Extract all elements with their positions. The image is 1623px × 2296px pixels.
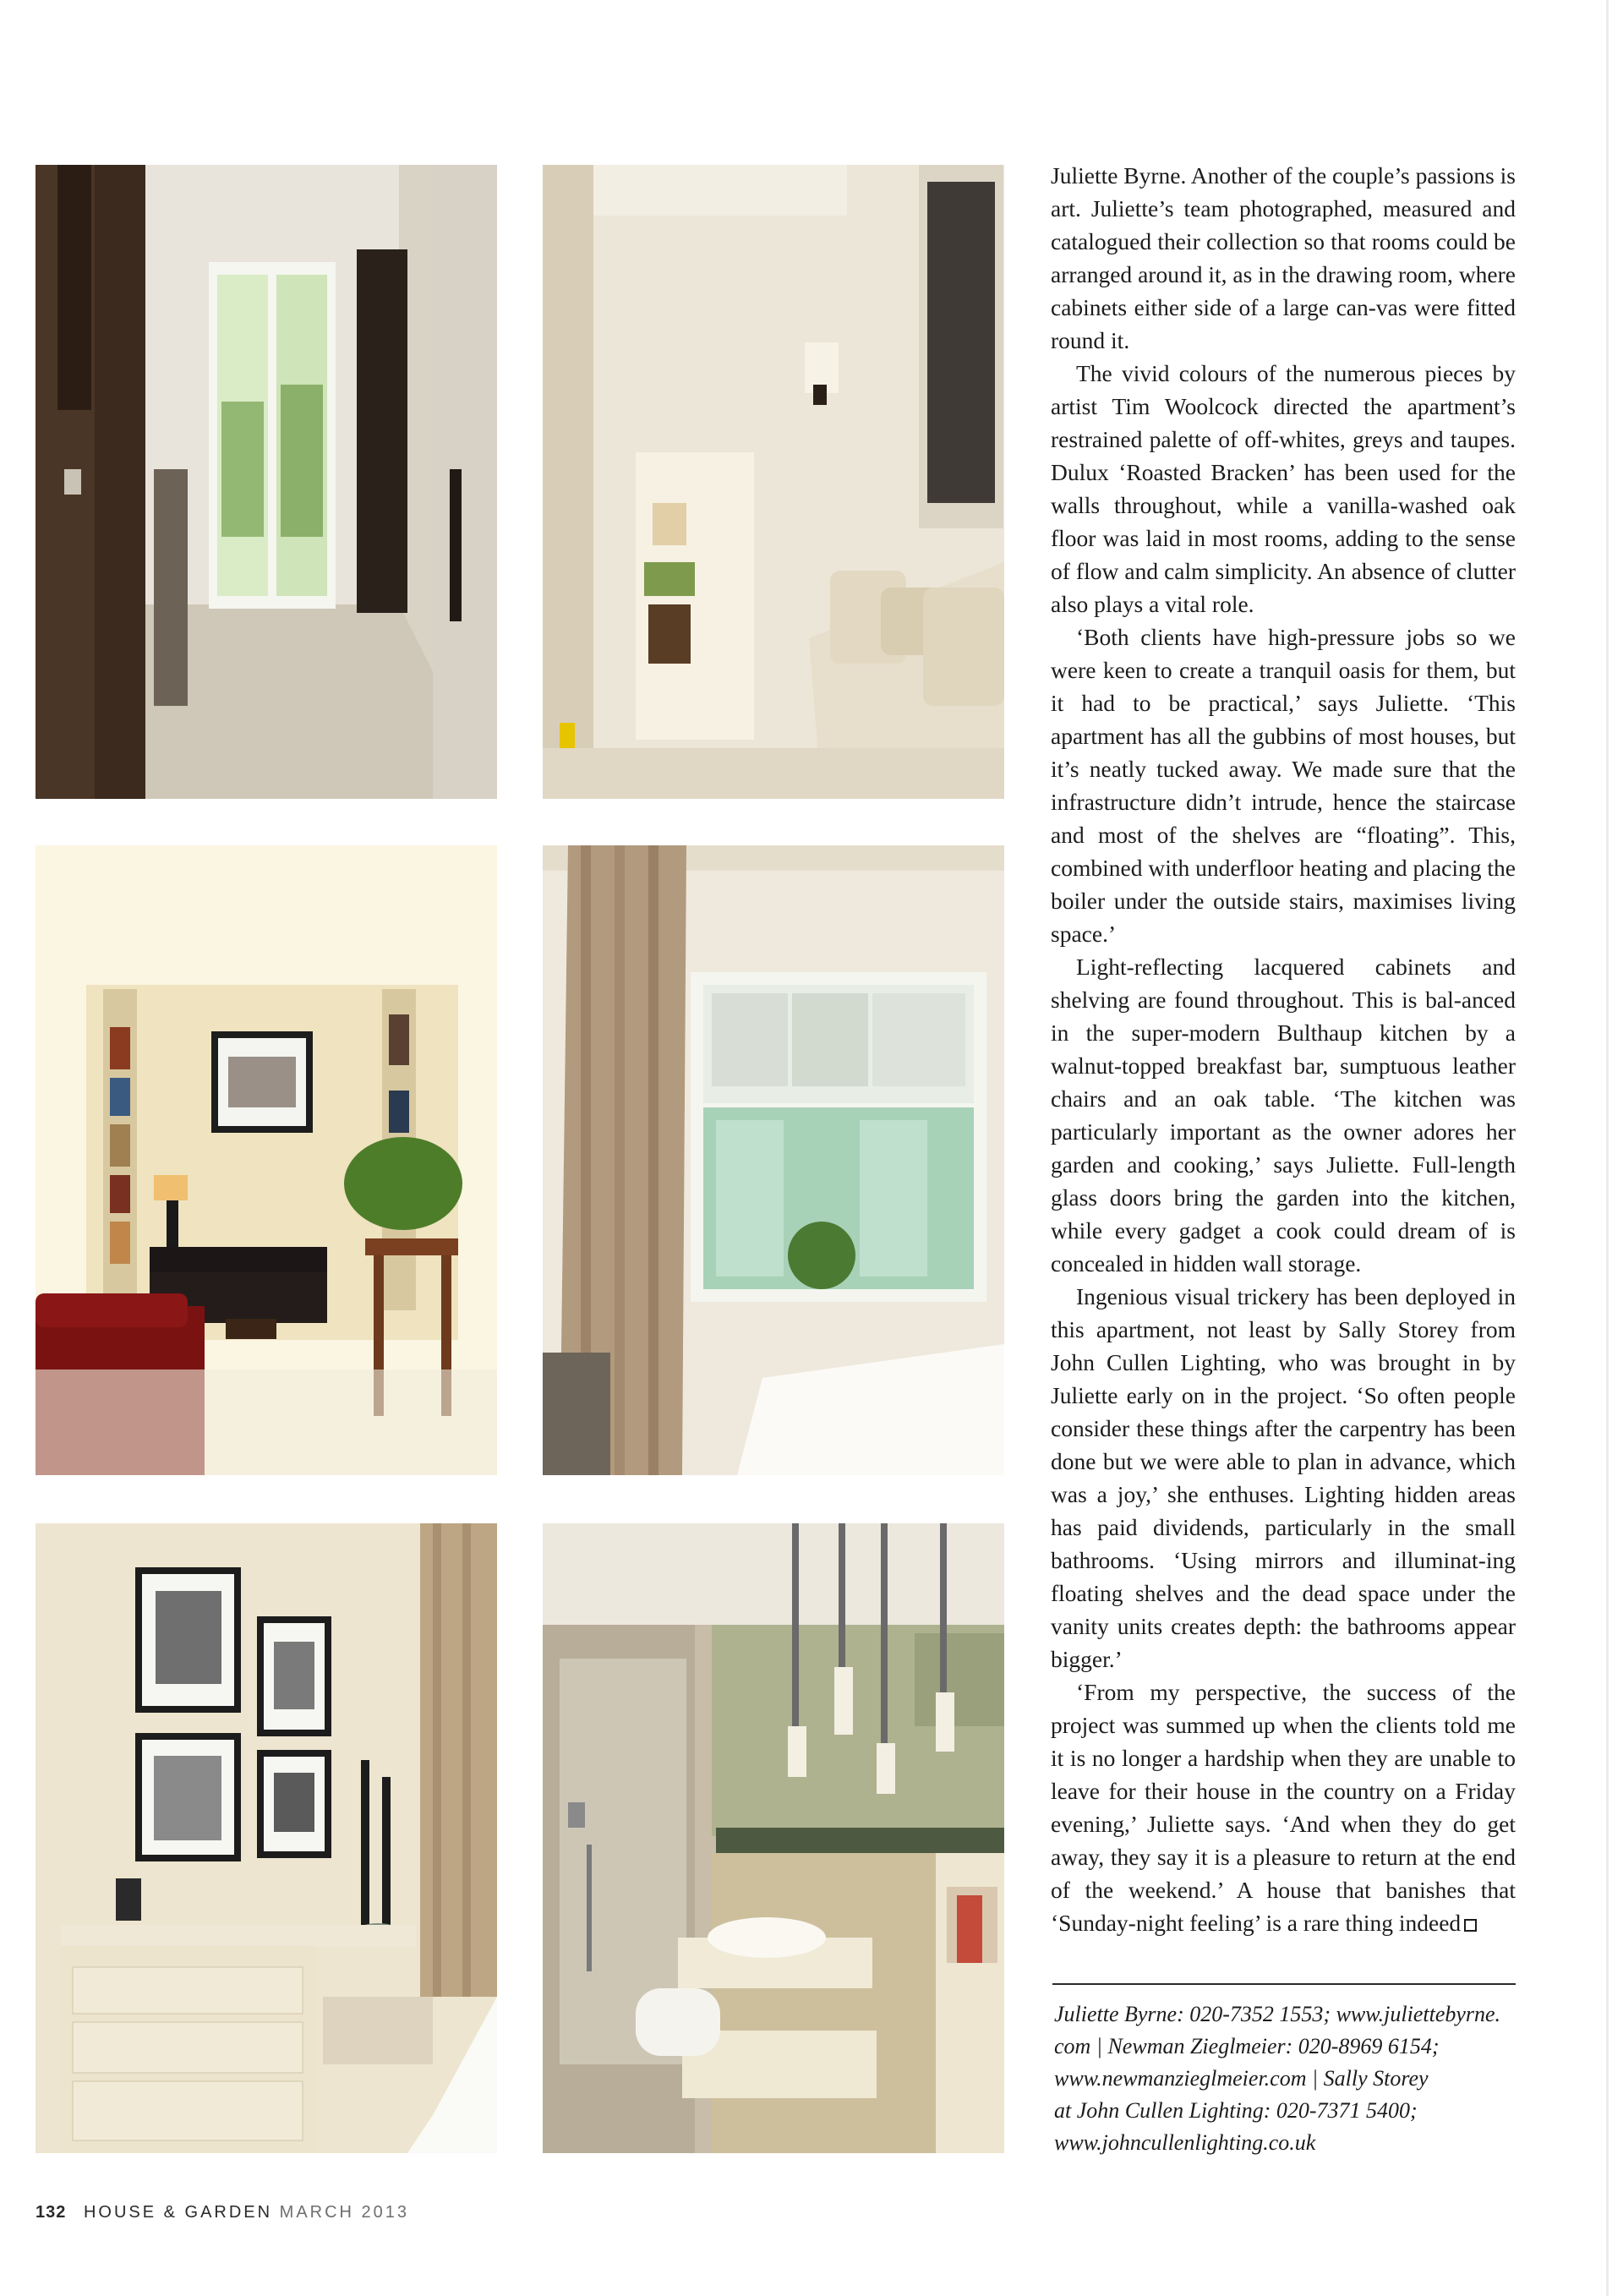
- bedroom-window-photo: [543, 845, 1004, 1475]
- contact-line: www.johncullenlighting.co.uk: [1054, 2130, 1316, 2155]
- article-paragraph: Light-reflecting lacquered cabinets and shelving are found throughout. This is bal-anced in the super-modern Bulthaup kitchen by a walnut-topped breakfast bar, sumptuous leather chairs and an oak table. ‘The kitchen was particularly important as the owner adores her garden and cooking,’ says Juliette. Full-length glass doors bring the garden into the kitchen, while every gadget a cook could dream of is concealed in hidden wall storage.: [1051, 954, 1516, 1276]
- hallway-photo: [36, 165, 497, 799]
- issue-date: MARCH 2013: [279, 2203, 410, 2222]
- article-paragraph: Juliette Byrne. Another of the couple’s passions is art. Juliette’s team photographed, measured and catalogued their collection so that rooms could be arranged around it, as in the drawing room, where cabinets either side of a large can-vas were fitted round it.: [1051, 162, 1516, 353]
- bedroom-portraits-photo: [36, 1523, 497, 2153]
- page-footer: [36, 2203, 409, 2222]
- page-edge-shadow: [1606, 0, 1609, 2296]
- contact-line: at John Cullen Lighting: 020-7371 5400;: [1054, 2098, 1418, 2123]
- corridor-window-seat-photo: [543, 165, 1004, 799]
- page-number: 132: [36, 2203, 67, 2222]
- contact-line: com | Newman Zieglmeier: 020-8969 6154;: [1054, 2034, 1440, 2058]
- magazine-name: HOUSE & GARDEN: [83, 2203, 273, 2222]
- end-mark-icon: [1464, 1919, 1477, 1932]
- article-paragraph-final: [1051, 1676, 1516, 1939]
- contact-line: www.newmanzieglmeier.com | Sally Storey: [1054, 2066, 1429, 2091]
- contacts-divider: [1052, 1983, 1516, 1985]
- contacts-block: [1054, 1998, 1527, 2159]
- study-piano-photo: [36, 845, 497, 1475]
- article-paragraph: ‘Both clients have high-pressure jobs so we were keen to create a tranquil oasis for them, but it had to be practical,’ says Juliette. ‘This apartment has all the gubbins of most houses, but it’s neatly tucked away. We made sure that the infrastructure didn’t intrude, hence the staircase and most of the shelves are “floating”. This, combined with underfloor heating and placing the boiler under the outside stairs, maximises living space.’: [1051, 624, 1516, 947]
- article-paragraph: The vivid colours of the numerous pieces by artist Tim Woolcock directed the apartment’s restrained palette of off-whites, greys and taupes. Dulux ‘Roasted Bracken’ has been used for the walls throughout, while a vanilla-washed oak floor was laid in most rooms, adding to the sense of flow and calm simplicity. An absence of clutter also plays a vital role.: [1051, 360, 1516, 617]
- bathroom-photo: [543, 1523, 1004, 2153]
- article-paragraph-text: ‘From my perspective, the success of the project was summed up when the clients told me it is no longer a hardship when they are unable to leave for their house in the country on a Friday evening,’ Juliette says. ‘And when they do get away, they say it is a pleasure to return at the end of the weekend.’ A house that banishes that ‘Sunday-night feeling’ is a rare thing indeed: [1051, 1679, 1516, 1936]
- article-paragraph: Ingenious visual trickery has been deployed in this apartment, not least by Sally Storey from John Cullen Lighting, who was brought in by Juliette early on in the project. ‘So often people consider these things after the carpentry has been done but we were able to plan in advance, which was a joy,’ she enthuses. Lighting hidden areas has paid dividends, particularly in the small bathrooms. ‘Using mirrors and illuminat-ing floating shelves and the dead space under the vanity units creates depth: the bathrooms appear bigger.’: [1051, 1283, 1516, 1672]
- article-body: [1051, 159, 1516, 1939]
- contact-line: Juliette Byrne: 020-7352 1553; www.juliettebyrne.: [1054, 2002, 1501, 2026]
